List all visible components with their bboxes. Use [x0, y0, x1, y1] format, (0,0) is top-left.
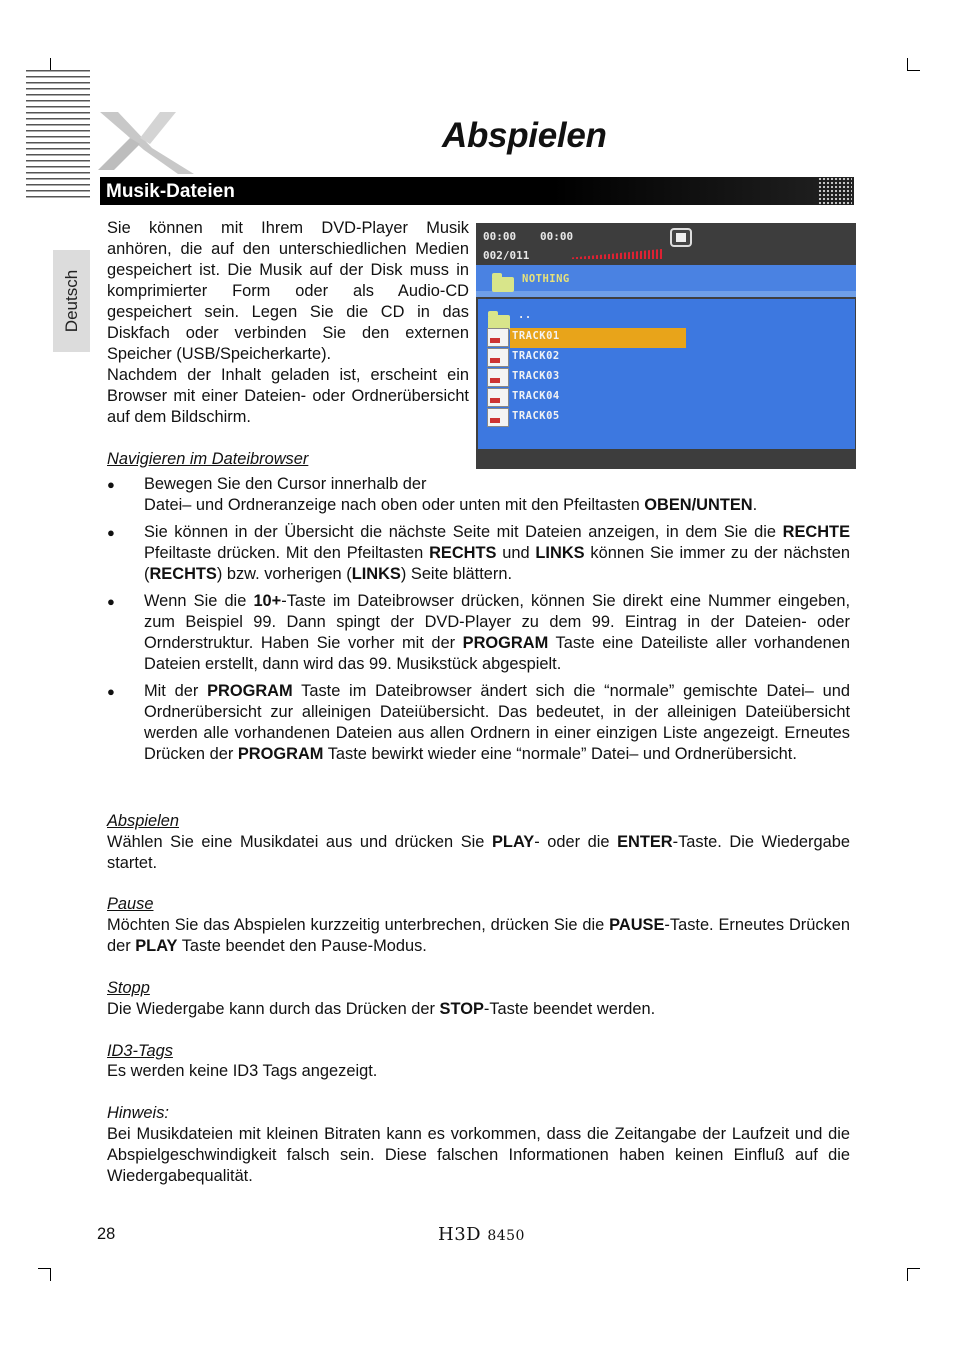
intro-paragraph-1: Sie können mit Ihrem DVD-Player Musik anhören, die auf den unterschiedlichen Medien gespeichert ist. Die Musik auf der Disk muss in komprimierter Form oder als Audio-CD gespeichert sein. Legen Sie die CD in das Diskfach oder verbinden Sie den externen Speicher (USB/Speicherkarte). [107, 219, 469, 363]
intro-text [107, 218, 469, 428]
stop-icon [670, 228, 692, 247]
navigation-item-4: ● Mit der PROGRAM Taste im Dateibrowser ändert sich die “normale” gemischte Datei– und Ordnerübersicht zur alleinigen Dateiübersicht. Das bedeutet, in der alleinigen Dateiübersicht werden alle vorhandenen Dateien aus allen Ordnern in einer einzigen Liste angezeigt. Erneutes Drücken der PROGRAM Taste bewirkt wieder eine “normale” Datei– und Ordnerübersicht. [107, 681, 850, 765]
stop-heading: Stopp [107, 979, 150, 997]
file-item[interactable]: TRACK01 [512, 330, 560, 342]
id3-text: Es werden keine ID3 Tags angezeigt. [107, 1062, 378, 1080]
mp3-file-icon [487, 328, 509, 347]
track-counter: 002/011 [483, 249, 530, 262]
parent-folder-label: .. [518, 309, 532, 321]
file-browser-screenshot [476, 223, 856, 469]
play-heading: Abspielen [107, 812, 179, 830]
file-item[interactable]: TRACK04 [512, 390, 560, 402]
id3-heading: ID3-Tags [107, 1042, 173, 1060]
note-text: Bei Musikdateien mit kleinen Bitraten kann es vorkommen, dass die Zeitangabe der Laufzeit und die Abspielgeschwindigkeit falsch sein. Diese falschen Informationen haben keinen Einfluß auf die Wiedergabequalität. [107, 1125, 850, 1185]
crop-mark-bottom-left [38, 1268, 51, 1281]
navigation-item-3: ● Wenn Sie die 10+-Taste im Dateibrowser drücken, können Sie direkt eine Nummer eingeben, zum Beispiel 99. Dann spingt der DVD-Player zu dem 99. Eintrag in der Dateien- oder Ornderstruktur. Haben Sie vorher mit der PROGRAM Taste eine Dateiliste aller vorhandenen Dateien erstellt, dann wird das 99. Musikstück abgespielt. [107, 591, 850, 675]
section-header [100, 177, 854, 205]
mp3-file-icon [487, 368, 509, 387]
mp3-file-icon [487, 408, 509, 427]
status-bar [476, 223, 856, 265]
stop-text: Die Wiedergabe kann durch das Drücken der STOP-Taste beendet werden. [107, 1000, 656, 1018]
file-item[interactable]: TRACK05 [512, 410, 560, 422]
page-title: Abspielen [442, 116, 607, 155]
mp3-file-icon [487, 388, 509, 407]
crop-mark-bottom-right [907, 1268, 920, 1281]
play-text: Wählen Sie eine Musikdatei aus und drücken Sie PLAY- oder die ENTER-Taste. Die Wiedergabe startet. [107, 833, 850, 872]
navigation-heading: Navigieren im Dateibrowser [107, 450, 309, 468]
navigation-item-2: ● Sie können in der Übersicht die nächste Seite mit Dateien anzeigen, in dem Sie die RECHTE Pfeiltaste drücken. Mit den Pfeiltasten RECHTS und LINKS können Sie immer zu der nächsten (RECHTS) bzw. vorherigen (LINKS) Seite blättern. [107, 522, 850, 585]
language-label: Deutsch [61, 269, 81, 333]
folder-icon [492, 277, 514, 292]
language-tab [53, 250, 90, 352]
mp3-file-icon [487, 348, 509, 367]
bottom-bar [476, 449, 856, 469]
intro-paragraph-2: Nachdem der Inhalt geladen ist, erscheint ein Browser mit einer Dateien- oder Ordnerübersicht auf dem Bildschirm. [107, 366, 469, 426]
page-number: 28 [97, 1225, 116, 1243]
navigation-item-1: ● Bewegen Sie den Cursor innerhalb der Datei– und Ordneranzeige nach oben oder unten mit den Pfeiltasten OBEN/UNTEN. [107, 474, 850, 516]
model-name: H3D 8450 [438, 1224, 525, 1245]
time-elapsed: 00:00 [483, 230, 517, 243]
file-item[interactable]: TRACK03 [512, 370, 560, 382]
section-title: Musik-Dateien [106, 181, 235, 202]
pause-text: Möchten Sie das Abspielen kurzzeitig unterbrechen, drücken Sie die PAUSE-Taste. Erneutes Drücken der PLAY Taste beendet den Pause-Modus. [107, 916, 850, 955]
decorative-stripes [26, 70, 90, 200]
crop-mark-top-right [907, 58, 920, 71]
dot-pattern [818, 177, 852, 205]
pause-heading: Pause [107, 895, 154, 913]
file-item[interactable]: TRACK02 [512, 350, 560, 362]
navigation-list [107, 474, 850, 771]
brand-logo-icon [96, 108, 196, 176]
time-total: 00:00 [540, 230, 574, 243]
current-path: NOTHING [522, 273, 570, 285]
note-heading: Hinweis: [107, 1104, 169, 1122]
